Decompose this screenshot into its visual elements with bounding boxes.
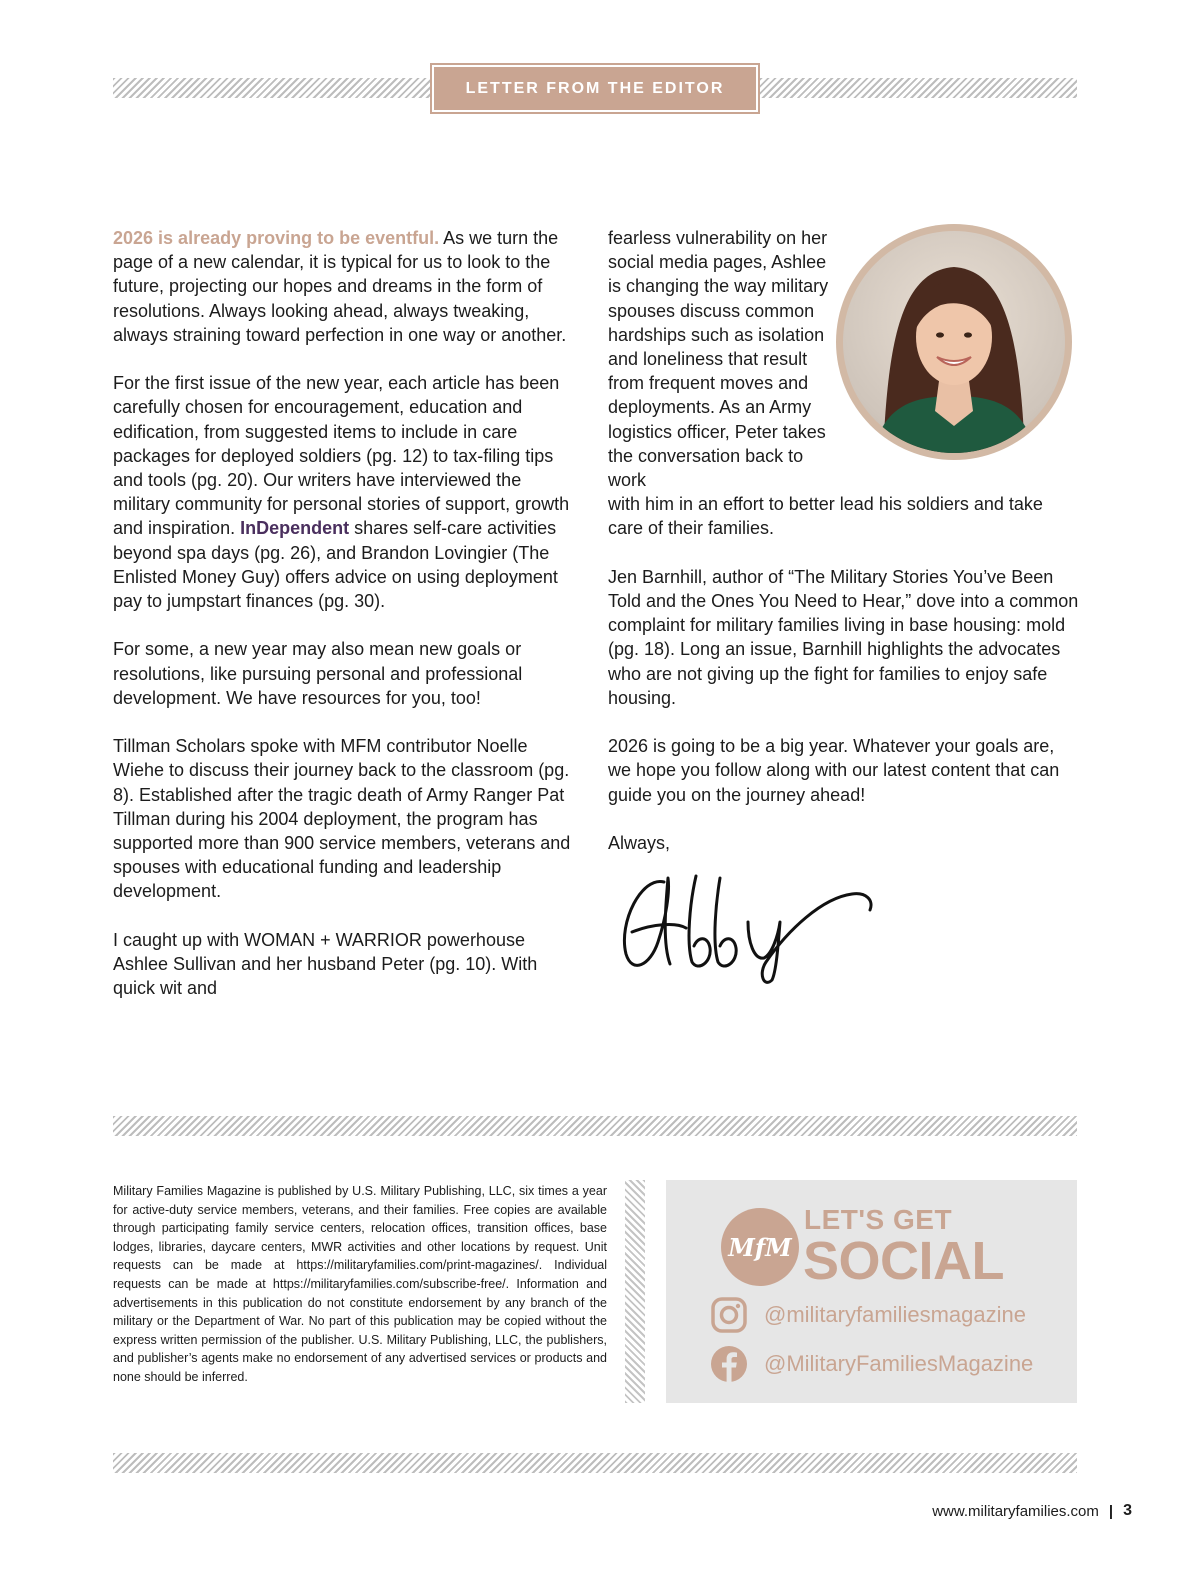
website-url[interactable]: www.militaryfamilies.com (932, 1502, 1099, 1520)
editor-portrait-image (843, 231, 1065, 453)
footer-separator: | (1108, 1502, 1114, 1520)
letter-column-left (113, 226, 583, 1025)
letter-paragraph: 2026 is already proving to be eventful. As we turn the page of a new calendar, it is typical for us to look to the future, projecting our hopes and dreams in the form of resolutions. Always looking ahead, always tweaking, always straining toward perfection in one way or another. (113, 228, 567, 345)
social-heading-top: LET'S GET (804, 1204, 953, 1235)
facebook-icon (710, 1345, 748, 1383)
publisher-disclaimer: Military Families Magazine is published by U.S. Military Publishing, LLC, six times a year for active-duty service members, veterans, and their families. Free copies are available through participating family service centers, relocation offices, transition offices, base lodges, libraries, daycare centers, MWR activities and other locations by request. Unit requests can be made at https://militaryfamilies.com/print-magazines/. Individual requests can be made at https://militaryfamilies.com/subscribe-free/. Information and advertisements in this publication do not constitute endorsement by any branch of the military or the Department of War. No part of this publication may be copied without the express written permission of the publisher. U.S. Military Publishing, LLC, the publishers, and publisher’s agents make no endorsement of any advertised services or products and none should be inferred. (113, 1184, 607, 1384)
editor-signature (612, 862, 882, 992)
letter-paragraph: I caught up with WOMAN + WARRIOR powerhouse Ashlee Sullivan and her husband Peter (pg. 10). With quick wit and (113, 929, 538, 999)
editor-photo (836, 224, 1072, 460)
header-hatch-right (760, 78, 1077, 98)
letter-paragraph: For the first issue of the new year, each article has been carefully chosen for encouragement, education and edification, from suggested items to include in care packages for deployed soldiers (pg. 12) to tax-filing tips and tools (pg. 20). Our writers have interviewed the military community for personal stories of support, growth and inspiration. InDependent shares self-care activities beyond spa days (pg. 26), and Brandon Lovingier (The Enlisted Money Guy) offers advice on using deployment pay to jumpstart finances (pg. 30). (113, 373, 570, 612)
page-number: 3 (1123, 1502, 1132, 1519)
footer-hatch-vertical (625, 1180, 645, 1403)
facebook-row[interactable] (710, 1345, 1033, 1383)
closing: Always, (608, 833, 671, 854)
lead-phrase: 2026 is already proving to be eventful. (113, 228, 440, 248)
mfm-logo: MfM (721, 1208, 799, 1286)
footer-hatch-bottom (113, 1453, 1077, 1473)
instagram-icon (710, 1296, 748, 1334)
section-header (432, 65, 758, 112)
footer-hatch-top (113, 1116, 1077, 1136)
page-footer (932, 1502, 1132, 1520)
section-label: LETTER FROM THE EDITOR (465, 79, 725, 97)
letter-paragraph: For some, a new year may also mean new goals or resolutions, like pursuing personal and professional development. We have resources for you, too! (113, 639, 523, 708)
letter-paragraph: Jen Barnhill, author of “The Military Stories You’ve Been Told and the Ones You Need to Hear,” dove into a common complaint for military families living in base housing: mold (pg. 18). Long an issue, Barnhill highlights the advocates who are not giving up the fight for families to enjoy safe housing. (608, 566, 1079, 708)
facebook-handle[interactable]: @MilitaryFamiliesMagazine (764, 1351, 1034, 1376)
social-heading-main: SOCIAL (803, 1231, 1005, 1291)
letter-paragraph: 2026 is going to be a big year. Whatever your goals are, we hope you follow along with our latest content that can guide you on the journey ahead! (608, 736, 1060, 805)
instagram-row[interactable] (710, 1296, 1026, 1334)
instagram-handle[interactable]: @militaryfamiliesmagazine (764, 1302, 1026, 1327)
header-hatch-left (113, 78, 431, 98)
letter-paragraph: Tillman Scholars spoke with MFM contributor Noelle Wiehe to discuss their journey back to the classroom (pg. 8). Established after the tragic death of Army Ranger Pat Tillman during his 2004 deployment, the program has supported more than 900 service members, veterans and spouses with educational funding and leadership development. (113, 736, 571, 902)
brand-mention: InDependent (240, 518, 350, 539)
social-panel (666, 1180, 1077, 1403)
letter-paragraph: fearless vulnerability on her social media pages, Ashlee is changing the way military spouses discuss common hardships such as isolation and loneliness that result from frequent moves and deployments. As an Army logistics officer, Peter takes the conversation back to work with him in an effort to better lead his soldiers and take care of their families. (608, 228, 1043, 539)
